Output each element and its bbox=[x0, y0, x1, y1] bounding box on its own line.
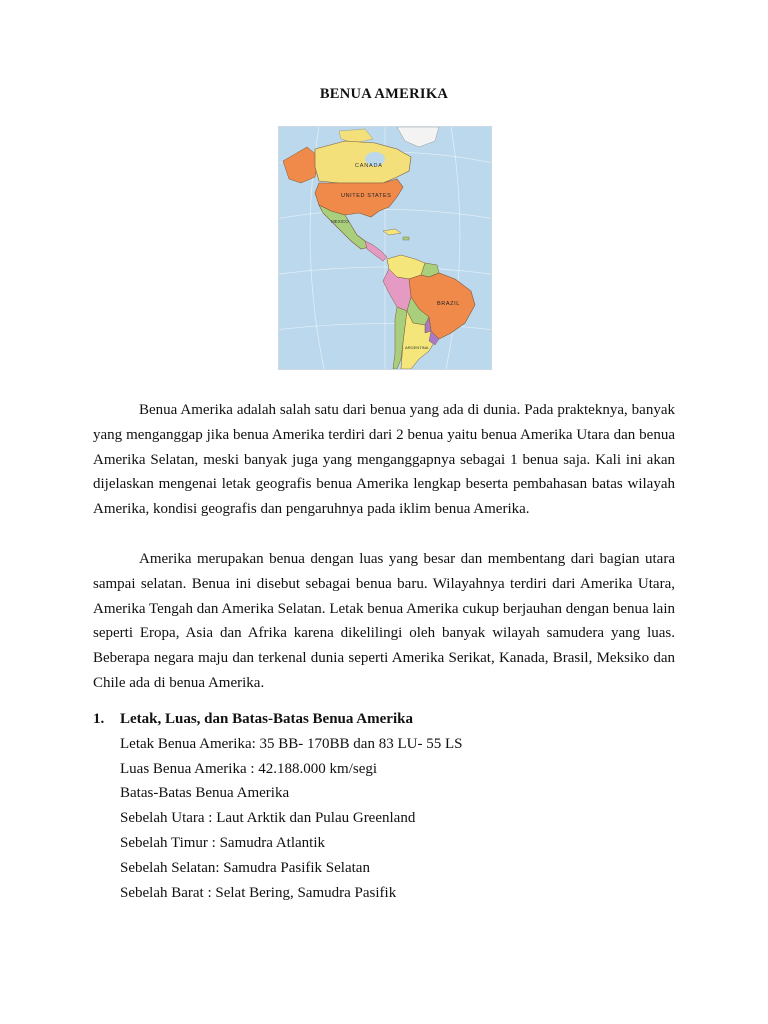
map-label-argentina: ARGENTINA bbox=[405, 345, 429, 350]
section-item-barat: Sebelah Barat : Selat Bering, Samudra Pasifik bbox=[120, 884, 397, 901]
map-label-united-states: UNITED STATES bbox=[341, 193, 392, 199]
map-label-mexico: MEXICO bbox=[331, 219, 349, 224]
section-item-timur: Sebelah Timur : Samudra Atlantik bbox=[120, 834, 325, 851]
americas-map-figure bbox=[278, 126, 492, 370]
section-heading-text: Letak, Luas, dan Batas-Batas Benua Amerika bbox=[120, 711, 413, 727]
section-item-luas: Luas Benua Amerika : 42.188.000 km/segi bbox=[120, 760, 378, 777]
section-item-selatan: Sebelah Selatan: Samudra Pasifik Selatan bbox=[120, 859, 370, 876]
section-item-utara: Sebelah Utara : Laut Arktik dan Pulau Greenland bbox=[120, 810, 416, 827]
map-label-brazil: BRAZIL bbox=[437, 301, 460, 307]
section-number: 1. bbox=[93, 711, 105, 727]
section-letak-luas-batas bbox=[93, 707, 675, 905]
map-hispaniola bbox=[403, 237, 409, 240]
document-title: BENUA AMERIKA bbox=[319, 86, 449, 102]
map-label-canada: CANADA bbox=[355, 163, 383, 169]
section-item-batas-title: Batas-Batas Benua Amerika bbox=[120, 785, 290, 802]
section-heading bbox=[93, 707, 675, 732]
section-item-letak: Letak Benua Amerika: 35 BB- 170BB dan 83 LU- 55 LS bbox=[120, 735, 463, 752]
americas-map-image bbox=[279, 127, 491, 369]
paragraph-intro: Benua Amerika adalah salah satu dari benua yang ada di dunia. Pada prakteknya, banyak yang menganggap jika benua Amerika terdiri dari 2 benua yaitu benua Amerika Utara dan benua Amerika Selatan, meski banyak juga yang menganggapnya sebagai 1 benua saja. Kali ini akan dijelaskan mengenai letak geografis benua Amerika lengkap beserta pembahasan batas wilayah Amerika, kondisi geografis dan pengaruhnya pada iklim benua Amerika. bbox=[93, 402, 675, 518]
paragraph-overview: Amerika merupakan benua dengan luas yang besar dan membentang dari bagian utara sampai selatan. Benua ini disebut sebagai benua baru. Wilayahnya terdiri dari Amerika Utara, Amerika Tengah dan Amerika Selatan. Letak benua Amerika cukup berjauhan dengan benua lain seperti Eropa, Asia dan Afrika karena dikelilingi oleh banyak wilayah samudera yang luas. Beberapa negara maju dan terkenal dunia seperti Amerika Serikat, Kanada, Brasil, Meksiko dan Chile ada di benua Amerika. bbox=[93, 551, 675, 691]
